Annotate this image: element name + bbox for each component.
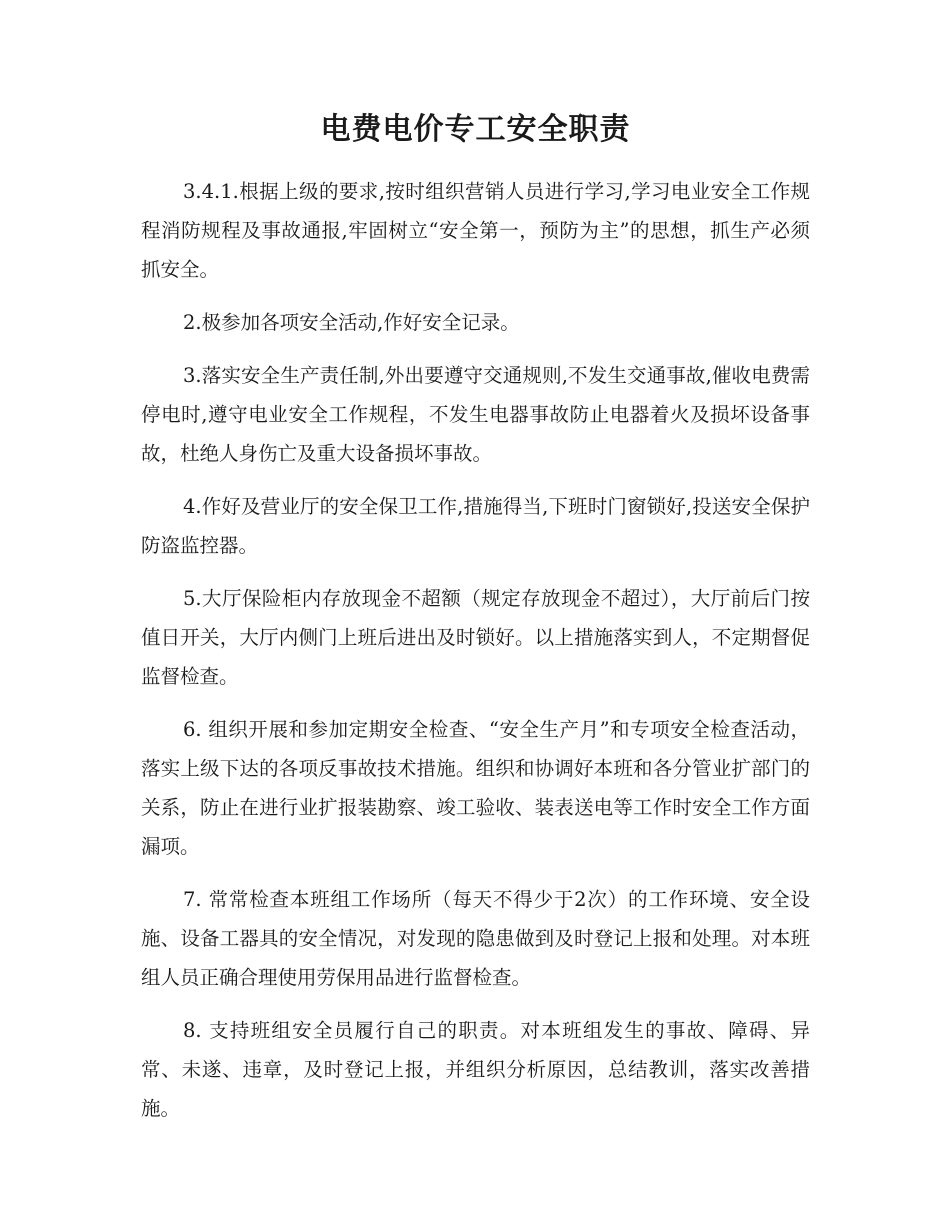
paragraph-7: 7. 常常检查本班组工作场所（每天不得少于2次）的工作环境、安全设施、设备工器具的安全情况，对发现的隐患做到及时登记上报和处理。对本班组人员正确合理使用劳保用品进行监督检查。 [141,888,810,989]
paragraph-2: 2.极参加各项安全活动,作好安全记录。 [183,311,520,334]
paragraph-4: 4.作好及营业厅的安全保卫工作,措施得当,下班时门窗锁好,投送安全保护防盗监控器。 [141,495,810,557]
paragraph-1: 3.4.1.根据上级的要求,按时组织营销人员进行学习,学习电业安全工作规程消防规程及事故通报,牢固树立“安全第一，预防为主”的思想，抓生产必须抓安全。 [141,180,810,281]
paragraph-3: 3.落实安全生产责任制,外出要遵守交通规则,不发生交通事故,催收电费需停电时,遵守电业安全工作规程，不发生电器事故防止电器着火及损坏设备事故，杜绝人身伤亡及重大设备损坏事故。 [141,364,810,465]
paragraph-5: 5.大厅保险柜内存放现金不超额（规定存放现金不超过），大厅前后门按值日开关，大厅内侧门上班后进出及时锁好。以上措施落实到人，不定期督促监督检查。 [141,587,810,688]
page-title: 电费电价专工安全职责 [320,112,631,147]
paragraph-8: 8. 支持班组安全员履行自己的职责。对本班组发生的事故、障碍、异常、未遂、违章，及时登记上报，并组织分析原因，总结教训，落实改善措施。 [141,1019,810,1120]
paragraph-6: 6. 组织开展和参加定期安全检查、“安全生产月”和专项安全检查活动，落实上级下达的各项反事故技术措施。组织和协调好本班和各分管业扩部门的关系，防止在进行业扩报装勘察、竣工验收、装表送电等工作时安全工作方面漏项。 [141,718,810,858]
